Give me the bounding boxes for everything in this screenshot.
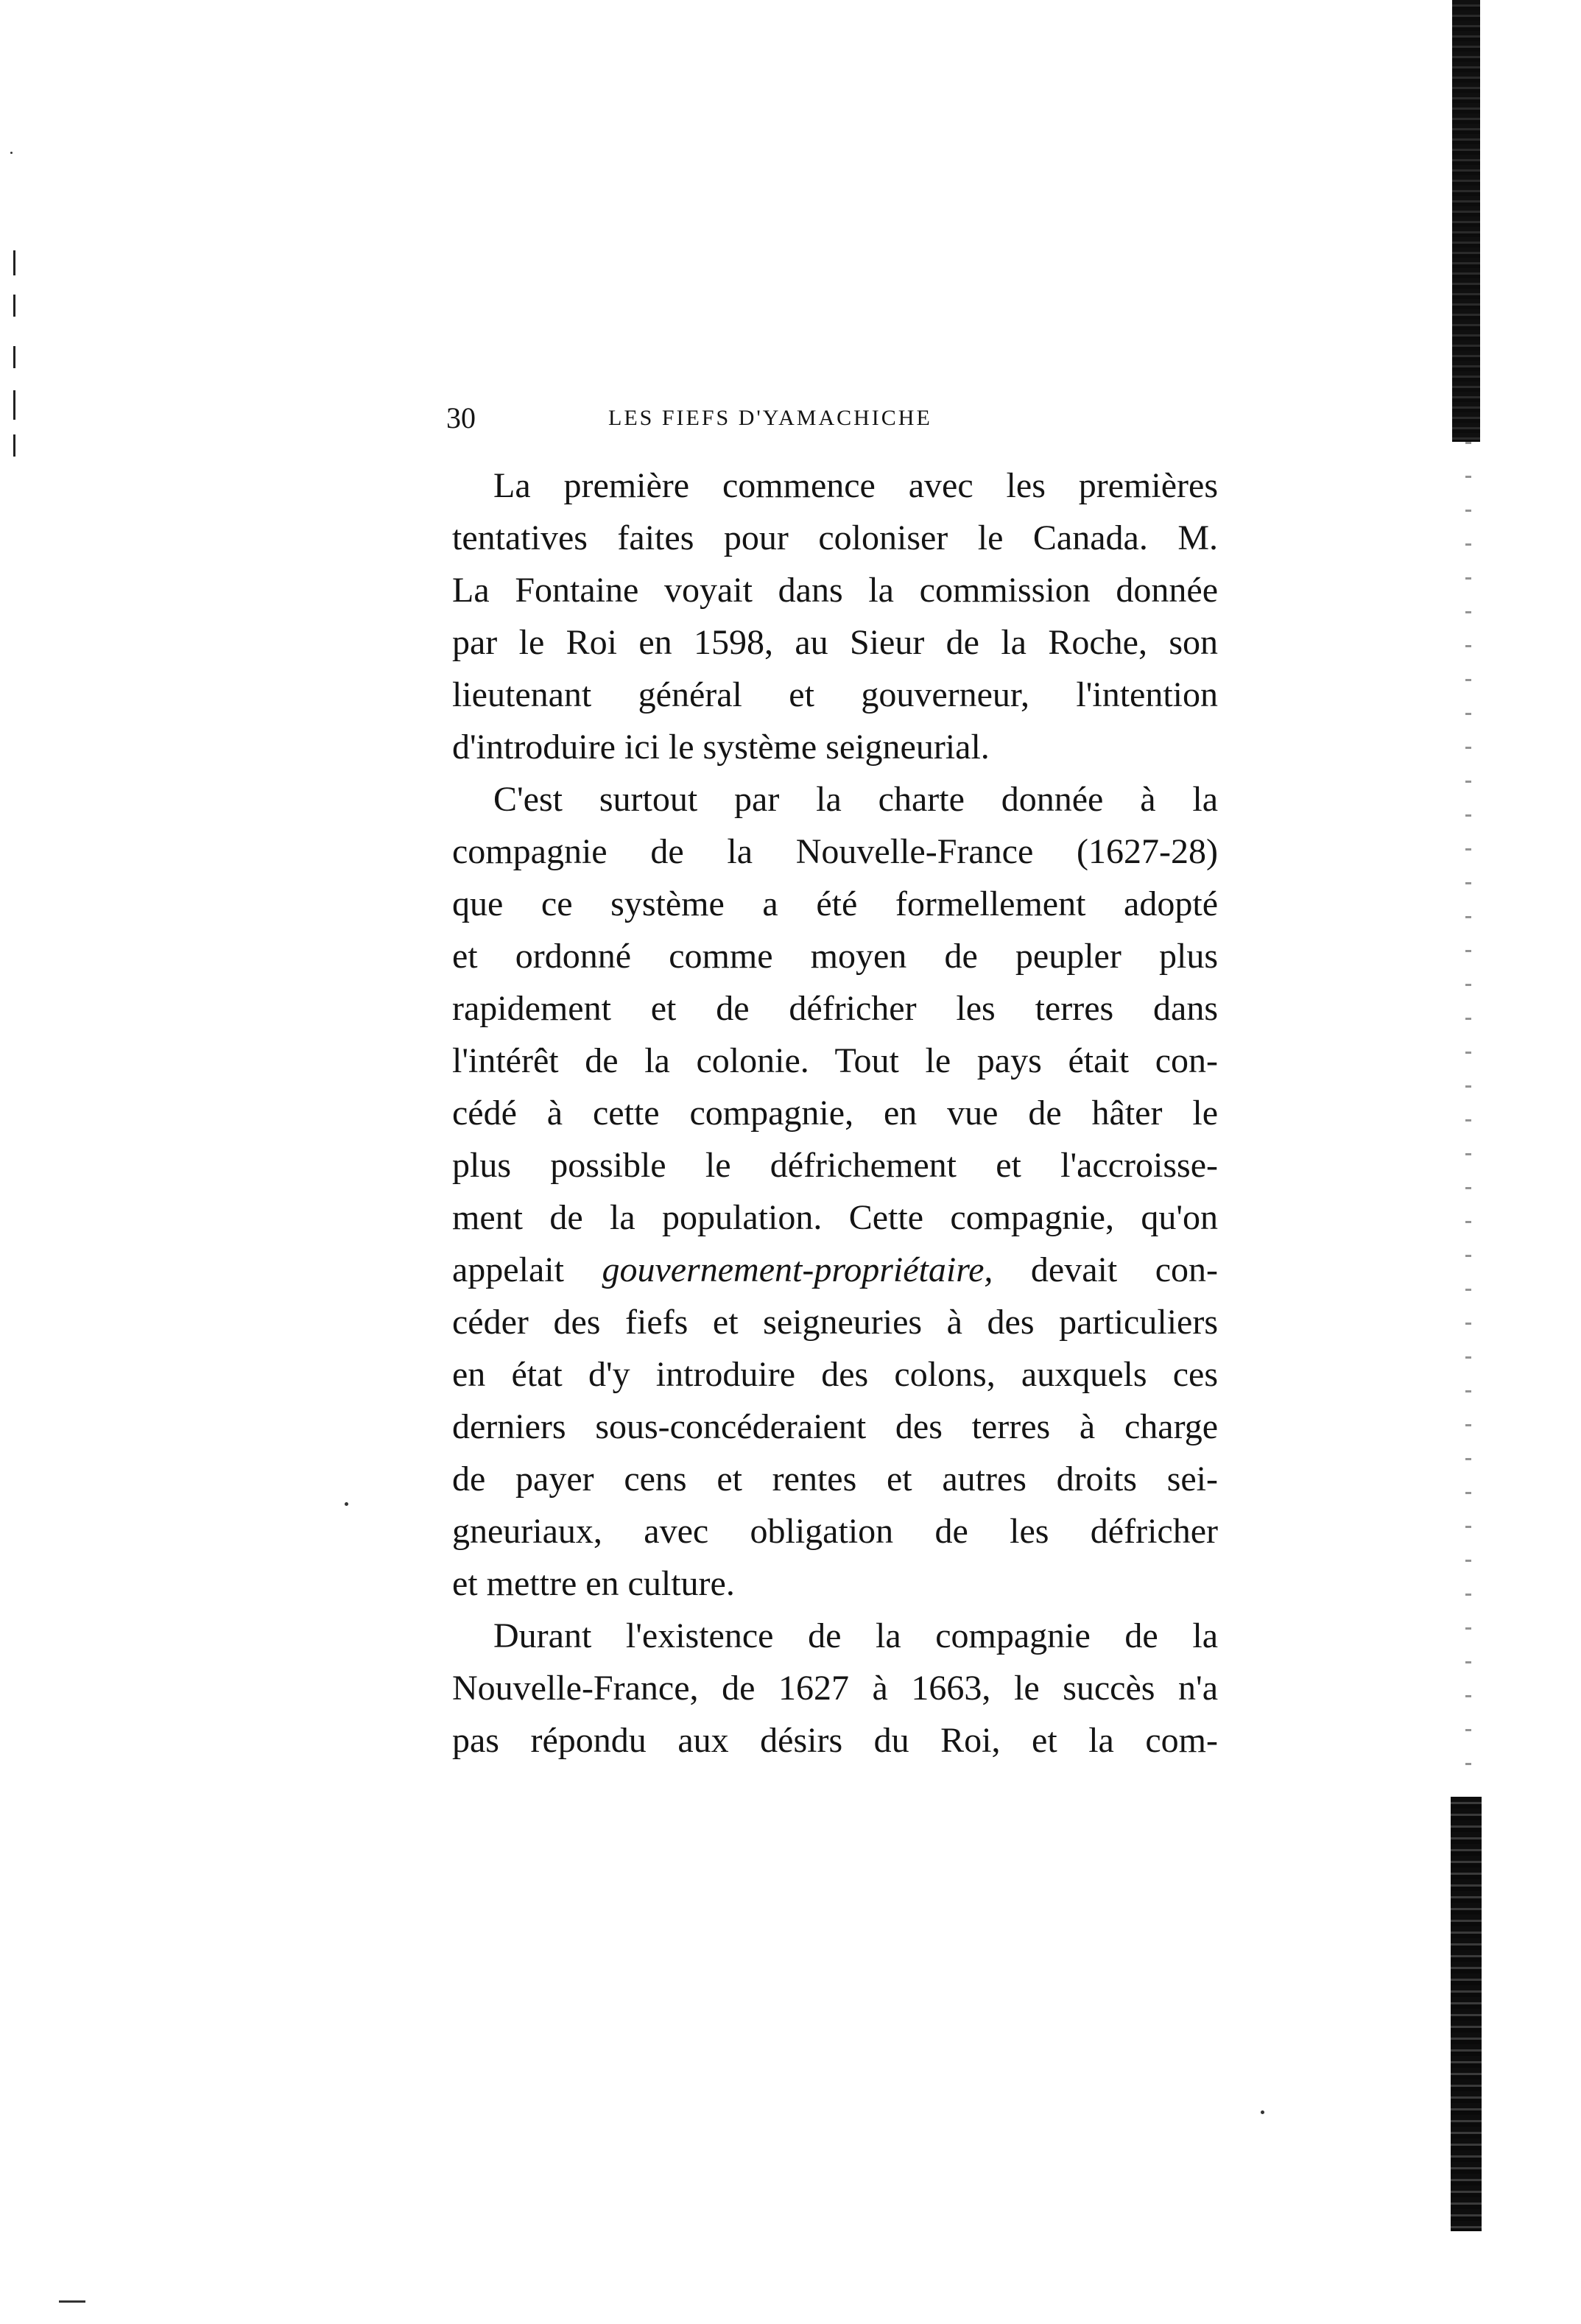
scan-speck bbox=[59, 2300, 85, 2303]
text-line: compagnie de la Nouvelle-France (1627-28) bbox=[452, 832, 1218, 871]
text-line: C'est surtout par la charte donnée à la bbox=[493, 780, 1218, 819]
text-line: La Fontaine voyait dans la commission donnée bbox=[452, 571, 1218, 610]
scan-speck bbox=[345, 1502, 348, 1506]
text-line: céder des fiefs et seigneuries à des particuliers bbox=[452, 1303, 1218, 1342]
margin-tick bbox=[13, 295, 15, 317]
scan-binding-edge bbox=[1443, 0, 1484, 2239]
margin-tick bbox=[13, 434, 15, 457]
text-line: d'introduire ici le système seigneurial. bbox=[452, 728, 990, 767]
text-line: tentatives faites pour coloniser le Canada. M. bbox=[452, 518, 1218, 557]
text-line: que ce système a été formellement adopté bbox=[452, 884, 1218, 923]
text-fragment: appelait bbox=[452, 1250, 602, 1289]
running-title: LES FIEFS D'YAMACHICHE bbox=[608, 406, 932, 430]
margin-tick bbox=[13, 346, 15, 368]
text-line: Nouvelle-France, de 1627 à 1663, le succès n'a bbox=[452, 1669, 1218, 1708]
running-header bbox=[446, 396, 1006, 440]
margin-tick bbox=[13, 390, 15, 420]
text-line: lieutenant général et gouverneur, l'intention bbox=[452, 675, 1218, 714]
text-line: derniers sous-concéderaient des terres à charge bbox=[452, 1407, 1218, 1446]
scan-speck bbox=[1261, 2110, 1264, 2114]
text-line: et ordonné comme moyen de peupler plus bbox=[452, 937, 1218, 976]
binding-edge-middle bbox=[1465, 442, 1471, 1767]
text-fragment: devait con- bbox=[993, 1250, 1218, 1289]
text-line-with-italic bbox=[452, 1244, 1218, 1296]
left-margin-marks bbox=[13, 250, 19, 457]
text-line: Durant l'existence de la compagnie de la bbox=[493, 1616, 1218, 1655]
text-line: en état d'y introduire des colons, auxquels ces bbox=[452, 1355, 1218, 1394]
page-number: 30 bbox=[446, 401, 476, 434]
text-line: rapidement et de défricher les terres dans bbox=[452, 989, 1218, 1028]
margin-tick bbox=[13, 250, 15, 275]
text-line: pas répondu aux désirs du Roi, et la com- bbox=[452, 1721, 1218, 1760]
text-line: de payer cens et rentes et autres droits sei- bbox=[452, 1459, 1218, 1499]
text-line: l'intérêt de la colonie. Tout le pays était con- bbox=[452, 1041, 1218, 1080]
text-line: plus possible le défrichement et l'accroisse- bbox=[452, 1146, 1218, 1185]
scan-speck bbox=[10, 152, 13, 154]
binding-edge-top bbox=[1452, 0, 1480, 442]
text-line: et mettre en culture. bbox=[452, 1564, 735, 1603]
body-text bbox=[452, 459, 1218, 1767]
text-line: gneuriaux, avec obligation de les défricher bbox=[452, 1512, 1218, 1551]
text-line: cédé à cette compagnie, en vue de hâter le bbox=[452, 1094, 1218, 1133]
text-line: ment de la population. Cette compagnie, qu'on bbox=[452, 1198, 1218, 1237]
binding-edge-bottom bbox=[1451, 1797, 1482, 2231]
italic-term: gouvernement-propriétaire, bbox=[602, 1250, 993, 1289]
text-line: La première commence avec les premières bbox=[493, 466, 1218, 505]
text-line: par le Roi en 1598, au Sieur de la Roche, son bbox=[452, 623, 1218, 662]
